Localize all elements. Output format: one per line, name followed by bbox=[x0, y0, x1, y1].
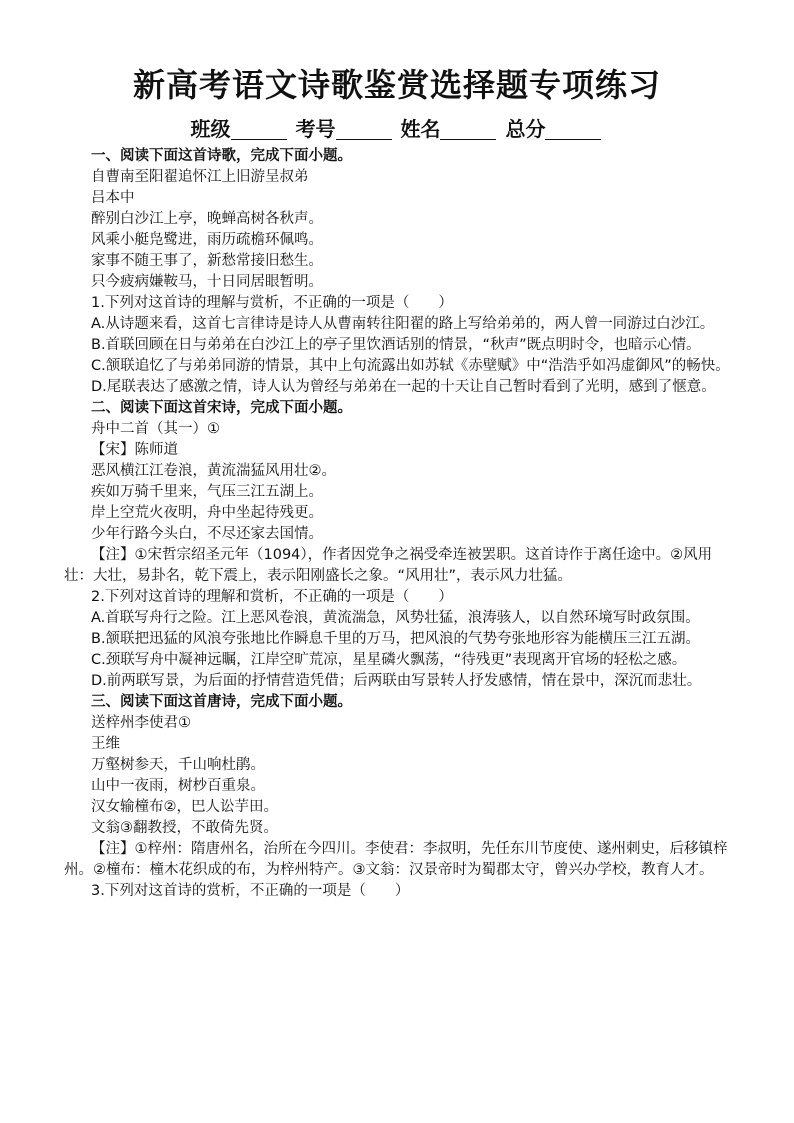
section-2-heading: 二、阅读下面这首宋诗，完成下面小题。 bbox=[91, 400, 352, 416]
exam-no-blank[interactable] bbox=[336, 119, 392, 140]
name-blank[interactable] bbox=[440, 119, 496, 140]
name-label: 姓名 bbox=[400, 117, 441, 141]
question-2-option-a[interactable]: A.首联写舟行之险。江上恶风卷浪，黄流湍急，风势壮猛，浪涛骇人，以自然环境写时政氛围。 bbox=[91, 610, 700, 626]
question-2: 2.下列对这首诗的理解和赏析，不正确的一项是（ ） bbox=[91, 589, 453, 605]
poem-line: 风乘小艇凫鹭进，雨历疏檐环佩鸣。 bbox=[91, 232, 323, 248]
class-blank[interactable] bbox=[231, 119, 287, 140]
question-1: 1.下列对这首诗的理解与赏析，不正确的一项是（ ） bbox=[91, 295, 453, 311]
poem-line: 文翁③翻教授，不敢倚先贤。 bbox=[91, 820, 278, 836]
section-3-poem-title: 送梓州李使君① bbox=[91, 715, 191, 731]
question-2-option-d[interactable]: D.前两联写景，为后面的抒情营造凭借；后两联由写景转人抒发感情，情在景中，深沉而悲壮。 bbox=[91, 673, 702, 689]
poem-line: 万壑树参天，千山响杜鹃。 bbox=[91, 757, 265, 773]
question-1-option-d[interactable]: D.尾联表达了感激之情，诗人认为曾经与弟弟在一起的十天让自己暂时看到了光明，感到了惬意。 bbox=[91, 379, 716, 395]
poem-line: 只今疲病嫌鞍马，十日同居眼暂明。 bbox=[91, 274, 323, 290]
question-3: 3.下列对这首诗的赏析，不正确的一项是（ ） bbox=[91, 883, 410, 899]
question-1-option-b[interactable]: B.首联回顾在日与弟弟在白沙江上的亭子里饮酒话别的情景，“秋声”既点明时令，也暗示心情。 bbox=[91, 337, 701, 353]
section-3-author: 王维 bbox=[91, 736, 120, 752]
section-2-author: 【宋】陈师道 bbox=[91, 442, 178, 458]
question-1-option-c[interactable]: C.颔联追忆了与弟弟同游的情景，其中上句流露出如苏轼《赤壁赋》中“浩浩乎如冯虚御风”的畅快。 bbox=[91, 358, 730, 374]
poem-line: 山中一夜雨，树杪百重泉。 bbox=[91, 778, 265, 794]
question-1-option-a[interactable]: A.从诗题来看，这首七言律诗是诗人从曹南转往阳翟的路上写给弟弟的，两人曾一同游过白沙江。 bbox=[91, 316, 715, 332]
question-2-option-b[interactable]: B.颔联把迅猛的风浪夸张地比作瞬息千里的万马，把风浪的气势夸张地形容为能横压三江五湖。 bbox=[91, 631, 701, 647]
question-content bbox=[64, 146, 736, 902]
page-title: 新高考语文诗歌鉴赏选择题专项练习 bbox=[132, 66, 661, 104]
poem-line: 恶风横江江卷浪，黄流湍猛风用壮②。 bbox=[91, 463, 336, 479]
student-info-line bbox=[0, 113, 794, 142]
section-2-note: 【注】①宋哲宗绍圣元年（1094），作者因党争之祸受牵连被罢职。这首诗作于离任途中。②风用壮：大壮，易卦名，乾下震上，表示阳刚盛长之象。“风用壮”，表示风力壮猛。 bbox=[64, 547, 713, 584]
section-3-note: 【注】①梓州：隋唐州名，治所在今四川。李使君：李叔明，先任东川节度使、遂州刺史，后移镇梓州。②橦布：橦木花织成的布，为梓州特产。③文翁：汉景帝时为蜀郡太守，曾兴办学校，教育人才。 bbox=[64, 841, 728, 878]
question-2-option-c[interactable]: C.颈联写舟中凝神远瞩，江岸空旷荒凉，星星磷火飘荡，“待残更”表现离开官场的轻松之感。 bbox=[91, 652, 687, 668]
poem-line: 家事不随王事了，新愁常接旧愁生。 bbox=[91, 253, 323, 269]
poem-line: 少年行路今头白，不尽还家去国情。 bbox=[91, 526, 323, 542]
score-blank[interactable] bbox=[545, 119, 601, 140]
poem-line: 疾如万骑千里来，气压三江五湖上。 bbox=[91, 484, 323, 500]
section-1-author: 吕本中 bbox=[91, 190, 135, 206]
poem-line: 汉女输橦布②，巴人讼芋田。 bbox=[91, 799, 278, 815]
section-2-poem-title: 舟中二首（其一）① bbox=[91, 421, 220, 437]
class-label: 班级 bbox=[190, 117, 231, 141]
exam-no-label: 考号 bbox=[295, 117, 336, 141]
section-1-poem-title: 自曹南至阳翟追怀江上旧游呈叔弟 bbox=[91, 169, 309, 185]
section-1-heading: 一、阅读下面这首诗歌，完成下面小题。 bbox=[91, 148, 352, 164]
poem-line: 岸上空荒火夜明，舟中坐起待残更。 bbox=[91, 505, 323, 521]
score-label: 总分 bbox=[505, 117, 546, 141]
section-3-heading: 三、阅读下面这首唐诗，完成下面小题。 bbox=[91, 694, 352, 710]
poem-line: 醉别白沙江上亭，晚蝉高树各秋声。 bbox=[91, 211, 323, 227]
